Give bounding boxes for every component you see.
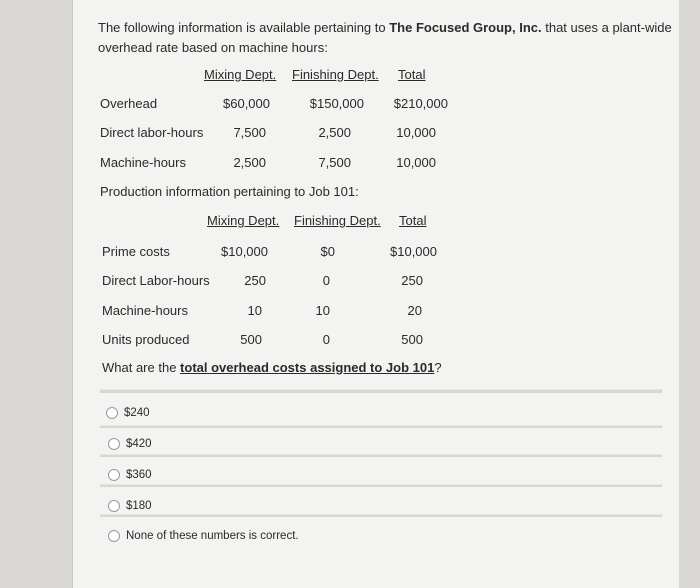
table2-cell-mixing: 250 [244,273,266,288]
table1-cell-mixing: 7,500 [233,125,266,140]
intro-text-1: The following information is available pertaining to [98,20,390,35]
option-label: None of these numbers is correct. [126,530,299,542]
table1-cell-mixing: 2,500 [233,155,266,170]
answer-option[interactable] [108,466,152,484]
table2-row-label: Machine-hours [102,303,188,318]
table2-cell-finishing: $0 [320,244,335,259]
prompt-suffix: ? [434,360,442,375]
table2-header-total: Total [399,213,427,228]
question-card [72,0,679,588]
answer-option[interactable] [106,404,150,422]
radio-button[interactable] [108,500,120,512]
production-heading [100,184,359,199]
table2-cell-total: 20 [407,303,422,318]
option-label: $180 [126,500,152,512]
divider [100,514,662,517]
table2-cell-mixing: 10 [247,303,262,318]
radio-button[interactable] [108,530,120,542]
divider [100,454,662,457]
table1-cell-total: 10,000 [396,155,436,170]
prompt-prefix: What are the [102,360,181,375]
table1-cell-finishing: $150,000 [309,96,364,111]
table2-cell-total: 500 [401,332,423,347]
radio-button[interactable] [108,438,120,450]
table1-cell-mixing: $60,000 [223,96,270,111]
divider [100,484,662,487]
table1-cell-total: $210,000 [393,96,448,111]
radio-button[interactable] [106,407,118,419]
table1-cell-finishing: 7,500 [318,155,351,170]
table2-cell-total: $10,000 [390,244,437,259]
question-prompt [102,360,442,375]
option-label: $240 [124,407,150,419]
table1-header-total: Total [398,67,426,82]
table2-cell-finishing: 0 [322,332,330,347]
radio-button[interactable] [108,469,120,481]
option-label: $360 [126,469,152,481]
answer-option[interactable] [108,527,299,545]
divider [100,389,662,393]
table1-row-label: Overhead [100,96,158,111]
table1-cell-finishing: 2,500 [318,125,351,140]
table1-row-label: Machine-hours [100,155,186,170]
table1-cell-total: 10,000 [396,125,436,140]
table2-row-label: Direct Labor-hours [102,273,210,288]
table2-row-label: Prime costs [102,244,170,259]
table1-row-label: Direct labor-hours [100,125,204,140]
prompt-emphasis: total overhead costs assigned to Job 101 [180,360,435,375]
table2-header-finishing: Finishing Dept. [294,213,381,228]
table2-cell-total: 250 [401,273,423,288]
answer-option[interactable] [108,497,152,515]
table2-cell-finishing: 10 [315,303,330,318]
table2-cell-mixing: $10,000 [221,244,268,259]
option-label: $420 [126,438,152,450]
divider [100,425,662,428]
table2-header-mixing: Mixing Dept. [207,213,280,228]
answer-option[interactable] [108,435,152,453]
table2-cell-finishing: 0 [322,273,330,288]
table1-header-finishing: Finishing Dept. [292,67,379,82]
question-intro [98,18,673,58]
intro-text-2: that uses a plant-wide overhead rate based on machine hours: [98,20,672,55]
table1-header-mixing: Mixing Dept. [204,67,277,82]
company-name: The Focused Group, Inc. [389,20,542,35]
table2-row-label: Units produced [102,332,190,347]
table2-cell-mixing: 500 [240,332,262,347]
production-heading-text: Production information pertaining to Job 101: [100,184,359,199]
